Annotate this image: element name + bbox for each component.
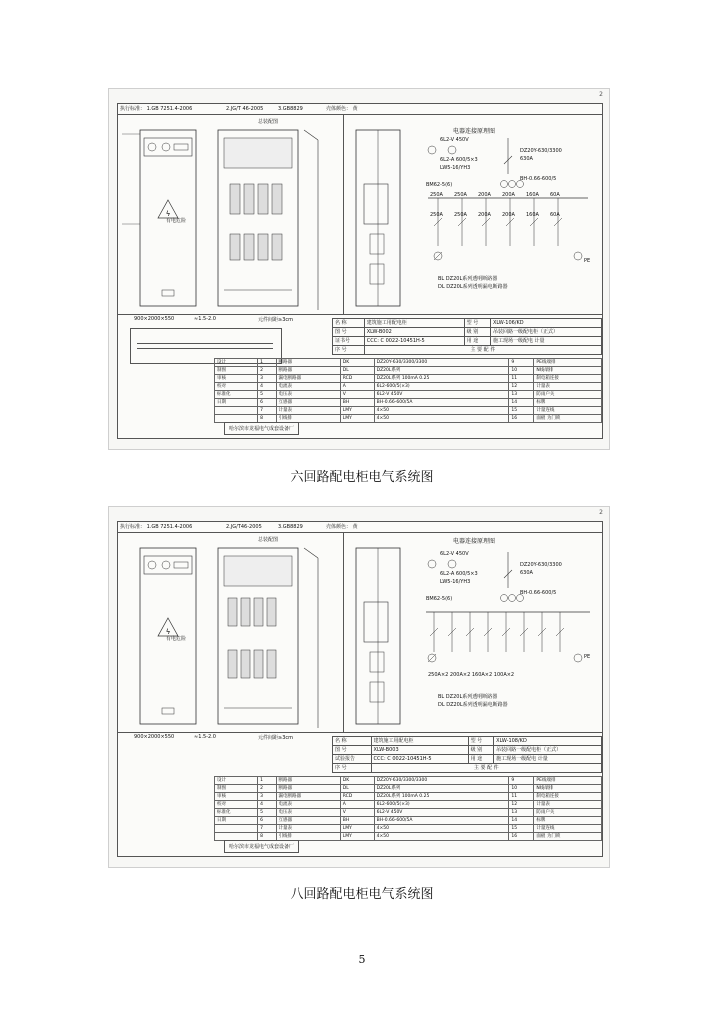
bom-cell: LMY — [340, 833, 374, 841]
bom-cell: 6L2-V 450V — [374, 391, 509, 399]
tb-label: 名 称 — [333, 737, 372, 746]
bom-cell: 15 — [509, 407, 534, 415]
bom-cell: DK — [340, 777, 374, 785]
bom-cell: 10 — [509, 367, 534, 375]
breaker-rating: 200A — [502, 192, 515, 198]
svg-text:ϟ: ϟ — [165, 210, 171, 218]
standard-1: 执行标准： 1.GB 7251.4-2006 — [120, 106, 193, 112]
bom-cell: 2 — [258, 785, 276, 793]
dims-cabinet: 900×2000×550 — [134, 316, 175, 322]
bom-cell: 16 — [509, 833, 534, 841]
bom-cell: 4×50 — [374, 407, 509, 415]
bom-cell: BH — [340, 399, 374, 407]
tb-value: XLW-108/KD — [494, 737, 602, 746]
meter-v-label: 6L2-V 450V — [440, 551, 469, 557]
bom-cell: 2 — [258, 367, 276, 375]
bom-cell: 4×50 — [374, 415, 509, 423]
bom-row — [215, 785, 602, 793]
bom-cell: 断路器 — [276, 777, 340, 785]
bom-table — [214, 358, 602, 423]
standard-2: 2.JG/T 46-2005 — [226, 106, 264, 112]
tb-value: CCC: C 0022-10451H-5 — [364, 337, 464, 346]
dims-spacing: 元件间距≥3cm — [258, 735, 293, 741]
bom-role-cell — [215, 407, 258, 415]
sheet-page-number: 2 — [599, 91, 603, 98]
bom-cell: 制电箱连接 — [534, 793, 602, 801]
bom-cell: 计量连线 — [534, 825, 602, 833]
bom-cell: 漏电断路器 — [276, 793, 340, 801]
bom-cell: 6L2-600/5(×3) — [374, 801, 509, 809]
manufacturer: 哈尔滨市龙福电气成套设备厂 — [224, 840, 299, 853]
bom-role-cell: 制图 — [215, 785, 258, 793]
tb-value: 建筑施工用配电柜 — [364, 319, 464, 328]
bom-cell: LMY — [340, 825, 374, 833]
bom-cell: 11 — [509, 793, 534, 801]
svg-text:ϟ: ϟ — [165, 628, 171, 636]
tb-value: 吊装回路一级配电柜（正式） — [490, 328, 601, 337]
bom-cell: 断路器 — [276, 359, 340, 367]
bom-role-cell: 审核 — [215, 375, 258, 383]
shell-color: 壳体颜色： 黄 — [326, 524, 358, 530]
bom-cell: DZ20L系列 — [374, 367, 509, 375]
bom-role-cell: 日期 — [215, 399, 258, 407]
tb-value: 主 要 配 件 — [371, 764, 601, 773]
bom-cell: 15 — [509, 825, 534, 833]
meter-model-label: BM62-5(6) — [426, 182, 453, 188]
main-breaker-label: DZ20Y-630/3300 — [520, 148, 562, 154]
breaker-rating: 250A — [454, 212, 467, 218]
bom-cell: 引线排 — [276, 833, 340, 841]
bom-cell: 4 — [258, 383, 276, 391]
tb-value: XLW-106/KD — [490, 319, 601, 328]
bom-cell: DZ20L系列 100mA 0.25 — [374, 375, 509, 383]
breaker-rating: 200A — [502, 212, 515, 218]
bom-cell: 漏电断路器 — [276, 375, 340, 383]
general-layout-label: 总装配图 — [258, 537, 279, 543]
breaker-rating: 250A — [430, 192, 443, 198]
bom-cell: V — [340, 391, 374, 399]
tb-label: 型 号 — [464, 319, 490, 328]
bom-cell: DK — [340, 359, 374, 367]
bom-cell: 6 — [258, 817, 276, 825]
bom-cell: 1 — [258, 359, 276, 367]
side-view — [350, 532, 410, 732]
breaker-rating: 250A — [454, 192, 467, 198]
bom-cell: 6 — [258, 399, 276, 407]
danger-sign-text: 有电危险 — [166, 218, 187, 224]
note-1: BL DZ20L系列透明断路器 — [438, 276, 498, 282]
bom-cell: RCD — [340, 793, 374, 801]
dims-ratio: ≈1.5-2.0 — [194, 734, 216, 740]
bom-cell: 14 — [509, 817, 534, 825]
bom-cell: PE线端排 — [534, 777, 602, 785]
divider — [343, 114, 344, 314]
bom-cell: BH-0.66-600/5A — [374, 817, 509, 825]
busbar — [137, 343, 273, 349]
bom-row — [215, 801, 602, 809]
bom-cell: 断路器 — [276, 367, 340, 375]
bom-cell: 互感器 — [276, 817, 340, 825]
bom-cell: 计量表 — [534, 383, 602, 391]
tb-label: 型 号 — [468, 737, 494, 746]
bom-cell: 3 — [258, 793, 276, 801]
bom-table — [214, 776, 602, 841]
cabinet-drawings — [118, 532, 318, 732]
bom-cell: 13 — [509, 391, 534, 399]
bom-role-cell: 标准化 — [215, 391, 258, 399]
tb-label: 证书号 — [333, 337, 365, 346]
drawing-sheet-six-circuit — [108, 88, 610, 450]
breaker-rating: 160A — [526, 212, 539, 218]
bom-row — [215, 375, 602, 383]
switch-label: LW5-16/YH3 — [440, 579, 471, 585]
bom-role-cell: 制图 — [215, 367, 258, 375]
bom-row — [215, 825, 602, 833]
drawing-sheet-eight-circuit — [108, 506, 610, 868]
bom-cell: DZ20Y-630/3300/3300 — [374, 359, 509, 367]
meter-a-label: 6L2-A 600/5×3 — [440, 157, 478, 163]
bom-cell: BH-0.66-600/5A — [374, 399, 509, 407]
bom-cell: N线端排 — [534, 367, 602, 375]
bom-row — [215, 809, 602, 817]
bom-row — [215, 399, 602, 407]
bom-cell: 5 — [258, 391, 276, 399]
tb-value: 主 要 配 件 — [364, 346, 601, 355]
dims-ratio: ≈1.5-2.0 — [194, 316, 216, 322]
bom-cell: 6L2-600/5(×3) — [374, 383, 509, 391]
tb-label: 图 号 — [333, 746, 372, 755]
wiring-title: 电器连接原理图 — [453, 128, 496, 135]
breaker-rating: 250A — [430, 212, 443, 218]
note-1: BL DZ20L系列透明断路器 — [438, 694, 498, 700]
breaker-rating: 160A — [526, 192, 539, 198]
transformer-label: BH-0.66-600/5 — [520, 590, 557, 596]
bom-cell: A — [340, 801, 374, 809]
tb-label: 序 号 — [333, 764, 372, 773]
danger-sign-text: 有电危险 — [166, 636, 187, 642]
dims-spacing: 元件间距≥3cm — [258, 317, 293, 323]
meter-a-label: 6L2-A 600/5×3 — [440, 571, 478, 577]
breaker-rating: 200A — [478, 192, 491, 198]
bom-cell: V — [340, 809, 374, 817]
bom-role-cell: 审核 — [215, 793, 258, 801]
tb-value: 施工现场一级配电 计量 — [490, 337, 601, 346]
page-number: 5 — [358, 953, 366, 966]
bom-cell: 5 — [258, 809, 276, 817]
bom-row — [215, 391, 602, 399]
bom-cell: 电流表 — [276, 801, 340, 809]
bom-cell: DL — [340, 785, 374, 793]
bom-cell: 8 — [258, 833, 276, 841]
bom-cell: 7 — [258, 407, 276, 415]
transformer-label: BH-0.66-600/5 — [520, 176, 557, 182]
title-block — [332, 318, 602, 355]
bom-cell: 6L2-V 450V — [374, 809, 509, 817]
standard-3: 3.GB8829 — [278, 106, 303, 112]
bom-cell: 制电箱连接 — [534, 375, 602, 383]
bom-row — [215, 383, 602, 391]
switch-label: LW5-16/YH3 — [440, 165, 471, 171]
sheet-page-number: 2 — [599, 509, 603, 516]
meter-v-label: 6L2-V 450V — [440, 137, 469, 143]
bom-role-cell: 校对 — [215, 383, 258, 391]
bom-cell: 12 — [509, 801, 534, 809]
divider — [343, 532, 344, 732]
bom-cell: LMY — [340, 407, 374, 415]
bom-cell: 9 — [509, 777, 534, 785]
general-layout-label: 总装配图 — [258, 119, 279, 125]
bom-cell: 电压表 — [276, 391, 340, 399]
bom-role-cell: 日期 — [215, 817, 258, 825]
bom-cell: DZ20Y-630/3300/3300 — [374, 777, 509, 785]
tb-value: 建筑施工用配电柜 — [371, 737, 468, 746]
bom-role-cell: 标准化 — [215, 809, 258, 817]
main-breaker-rating: 630A — [520, 156, 533, 162]
main-breaker-label: DZ20Y-630/3300 — [520, 562, 562, 568]
bom-cell: 面板 为门锁 — [534, 833, 602, 841]
bom-role-cell: 校对 — [215, 801, 258, 809]
pe-label: PE — [584, 654, 591, 660]
bom-cell: 4 — [258, 801, 276, 809]
bom-cell: 电流表 — [276, 383, 340, 391]
bom-cell: 计量连线 — [534, 407, 602, 415]
bom-cell: 3 — [258, 375, 276, 383]
bom-cell: N线端排 — [534, 785, 602, 793]
bom-cell: DZ20L系列 100mA 0.25 — [374, 793, 509, 801]
bom-role-cell: 设计 — [215, 777, 258, 785]
bom-cell: A — [340, 383, 374, 391]
side-view — [350, 114, 410, 314]
bom-cell: 7 — [258, 825, 276, 833]
bom-row — [215, 793, 602, 801]
bom-role-cell — [215, 825, 258, 833]
tb-value: 吊装回路一级配电柜（正式） — [494, 746, 602, 755]
tb-value: CCC: C 0022-10451H-5 — [371, 755, 468, 764]
tb-value: XLW-B003 — [371, 746, 468, 755]
note-2: DL DZ20L系列透明漏电断路器 — [438, 284, 508, 290]
tb-label: 名 称 — [333, 319, 365, 328]
tb-value: 施工现场一级配电 计量 — [494, 755, 602, 764]
bom-row — [215, 777, 602, 785]
bom-cell: 9 — [509, 359, 534, 367]
caption-eight-circuit: 八回路配电柜电气系统图 — [290, 887, 434, 902]
wiring-title: 电器连接原理图 — [453, 538, 496, 545]
bom-cell: 电压表 — [276, 809, 340, 817]
bom-cell: RCD — [340, 375, 374, 383]
bom-row — [215, 367, 602, 375]
caption-six-circuit: 六回路配电柜电气系统图 — [290, 470, 434, 485]
pe-label: PE — [584, 258, 591, 264]
tb-label: 级 别 — [464, 328, 490, 337]
bom-cell: 防雨户关 — [534, 809, 602, 817]
bom-cell: 标牌 — [534, 817, 602, 825]
tb-value: XLW-B002 — [364, 328, 464, 337]
cabinet-drawings — [118, 114, 318, 314]
bom-cell: 引线排 — [276, 415, 340, 423]
bom-cell: BH — [340, 817, 374, 825]
meter-model-label: BM62-5(6) — [426, 596, 453, 602]
bom-cell: DL — [340, 367, 374, 375]
tb-label: 级 别 — [468, 746, 494, 755]
bom-cell: 计量表 — [276, 407, 340, 415]
bom-row — [215, 359, 602, 367]
tb-label: 图 号 — [333, 328, 365, 337]
standard-2: 2.JG/T46-2005 — [226, 524, 262, 530]
tb-label: 试验报告 — [333, 755, 372, 764]
bom-role-cell: 设计 — [215, 359, 258, 367]
manufacturer: 哈尔滨市龙福电气成套设备厂 — [224, 422, 299, 435]
dims-cabinet: 900×2000×550 — [134, 734, 175, 740]
bom-cell: PE线端排 — [534, 359, 602, 367]
tb-label: 序 号 — [333, 346, 365, 355]
bom-cell: 10 — [509, 785, 534, 793]
bom-cell: 16 — [509, 415, 534, 423]
tb-label: 用 途 — [468, 755, 494, 764]
breaker-rating: 200A — [478, 212, 491, 218]
tb-label: 用 途 — [464, 337, 490, 346]
bom-cell: 面板 为门锁 — [534, 415, 602, 423]
bom-cell: 防雨户关 — [534, 391, 602, 399]
main-breaker-rating: 630A — [520, 570, 533, 576]
breaker-rating: 60A — [550, 192, 560, 198]
bom-cell: 14 — [509, 399, 534, 407]
bom-row — [215, 817, 602, 825]
bom-row — [215, 407, 602, 415]
bom-cell: 11 — [509, 375, 534, 383]
standard-3: 3.GB8829 — [278, 524, 303, 530]
standard-1: 执行标准： 1.GB 7251.4-2006 — [120, 524, 193, 530]
breaker-rating: 60A — [550, 212, 560, 218]
drawing-frame — [117, 521, 603, 857]
bom-cell: DZ20L系列 — [374, 785, 509, 793]
title-block — [332, 736, 602, 773]
bom-cell: 断路器 — [276, 785, 340, 793]
divider — [118, 732, 602, 733]
bom-cell: LMY — [340, 415, 374, 423]
bom-cell: 互感器 — [276, 399, 340, 407]
divider — [118, 314, 602, 315]
bom-cell: 4×50 — [374, 825, 509, 833]
drawing-frame — [117, 103, 603, 439]
bom-cell: 13 — [509, 809, 534, 817]
shell-color: 壳体颜色： 黄 — [326, 106, 358, 112]
note-2: DL DZ20L系列透明漏电断路器 — [438, 702, 508, 708]
bom-cell: 8 — [258, 415, 276, 423]
branch-breaker-summary: 250A×2 200A×2 160A×2 100A×2 — [428, 672, 515, 678]
bom-cell: 计量表 — [534, 801, 602, 809]
bom-cell: 12 — [509, 383, 534, 391]
bom-cell: 计量表 — [276, 825, 340, 833]
bom-cell: 标牌 — [534, 399, 602, 407]
bom-cell: 1 — [258, 777, 276, 785]
bom-cell: 4×50 — [374, 833, 509, 841]
